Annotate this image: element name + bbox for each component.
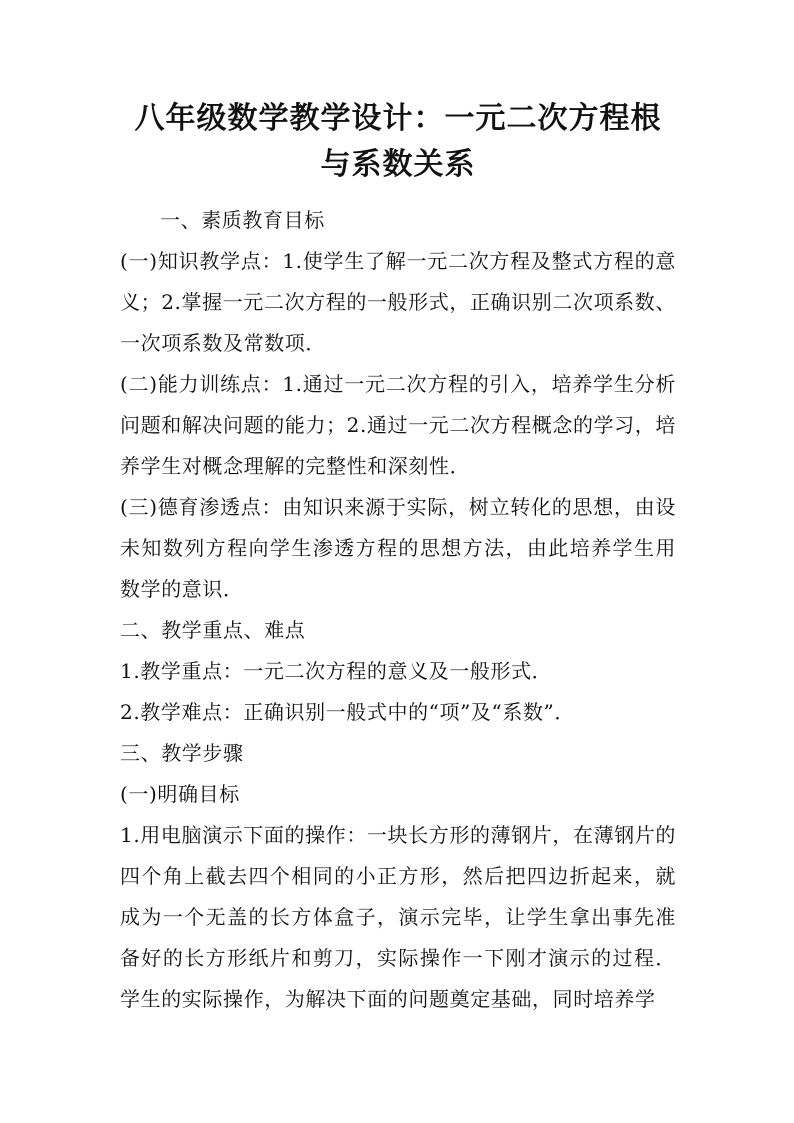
section-heading-steps: 三、教学步骤	[120, 741, 244, 765]
paragraph-ability-points: (二)能力训练点：1.通过一元二次方程的引入，培养学生分析问题和解决问题的能力；2.通过一元二次方程概念的学习，培养学生对概念理解的完整性和深刻性．	[120, 372, 676, 478]
paragraph-demo-operation: 1.用电脑演示下面的操作：一块长方形的薄钢片，在薄钢片的四个角上截去四个相同的小正方形，然后把四边折起来，就成为一个无盖的长方体盒子，演示完毕，让学生拿出事先准备好的长方形纸片和剪刀，实际操作一下刚才演示的过程．学生的实际操作，为解决下面的问题奠定基础，同时培养学	[120, 823, 676, 1011]
section-heading-key-points: 二、教学重点、难点	[120, 618, 306, 642]
paragraph-knowledge-points: (一)知识教学点：1.使学生了解一元二次方程及整式方程的意义；2.掌握一元二次方程的一般形式，正确识别二次项系数、一次项系数及常数项．	[120, 249, 676, 355]
paragraph-teaching-focus: 1.教学重点：一元二次方程的意义及一般形式．	[120, 659, 553, 683]
subheading-clear-goals: (一)明确目标	[120, 782, 240, 806]
paragraph-moral-points: (三)德育渗透点：由知识来源于实际，树立转化的思想，由设未知数列方程向学生渗透方程的思想方法，由此培养学生用数学的意识．	[120, 495, 676, 601]
document-title: 八年级数学教学设计：一元二次方程根与系数关系	[134, 101, 662, 182]
document-body	[120, 200, 676, 1020]
paragraph-teaching-difficulty: 2.教学难点：正确识别一般式中的“项”及“系数”．	[120, 700, 575, 724]
section-heading-objectives: 一、素质教育目标	[160, 208, 325, 232]
